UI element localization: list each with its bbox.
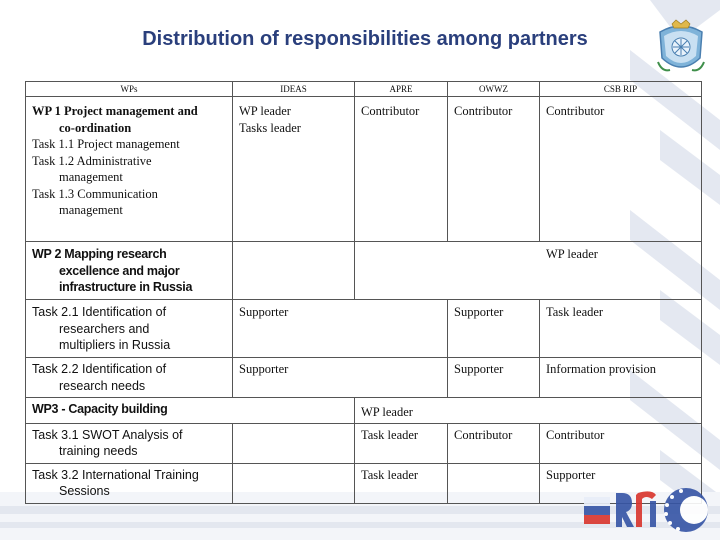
wp1-task-line: management: [59, 170, 123, 184]
task-3-2-ideas-cell: [233, 463, 355, 503]
wp3-merged-cell: [355, 398, 702, 424]
wp1-csb-cell: Contributor: [540, 97, 702, 242]
wp1-apre-cell: Contributor: [355, 97, 448, 242]
rfc-logo-icon: [582, 483, 712, 537]
table-row-wp2: [26, 242, 702, 300]
wp1-task-line: Task 1.1 Project management: [32, 137, 180, 151]
task-3-2-csb-cell: Supporter: [540, 463, 702, 503]
task-2-2-owwz-cell: Supporter: [448, 358, 540, 398]
column-header-csb-rip: CSB RIP: [540, 82, 702, 97]
wp2-title-line: infrastructure in Russia: [59, 280, 193, 294]
task-3-2-line: Task 3.2 International Training: [32, 467, 199, 482]
task-3-1-csb-cell: Contributor: [540, 423, 702, 463]
wp1-title-line: co-ordination: [59, 120, 132, 135]
task-2-2-csb-cell: Information provision: [540, 358, 702, 398]
task-2-2-ideas-cell: Supporter: [233, 358, 448, 398]
page-title: Distribution of responsibilities among partners: [142, 28, 588, 50]
table-row-task-2-1: [26, 300, 702, 358]
task-3-1-apre-cell: Task leader: [355, 423, 448, 463]
wp1-owwz-cell: Contributor: [448, 97, 540, 242]
wp2-name-cell: [26, 242, 233, 300]
task-3-2-owwz-cell: [448, 463, 540, 503]
task-2-1-line: multipliers in Russia: [59, 338, 171, 352]
task-2-1-line: researchers and: [59, 321, 150, 336]
task-3-2-line: Sessions: [59, 484, 110, 498]
wp1-task-line: Task 1.3 Communication: [32, 186, 158, 201]
wp1-ideas-cell: [233, 97, 355, 242]
task-3-1-owwz-cell: Contributor: [448, 423, 540, 463]
task-2-1-line: Task 2.1 Identification of: [32, 305, 167, 319]
wp3-name-cell: [26, 398, 355, 424]
task-2-2-line: Task 2.2 Identification of: [32, 362, 167, 376]
task-3-1-ideas-cell: [233, 423, 355, 463]
table-row-wp1: [26, 97, 702, 242]
task-2-2-name-cell: [26, 358, 233, 398]
wp1-ideas-role: Tasks leader: [239, 120, 301, 135]
coat-of-arms-icon: [654, 18, 708, 78]
task-2-1-ideas-cell: Supporter: [233, 300, 448, 358]
task-2-2-line: research needs: [59, 378, 146, 393]
task-3-2-apre-cell: Task leader: [355, 463, 448, 503]
task-3-2-name-cell: [26, 463, 233, 503]
wp3-role: WP leader: [361, 405, 413, 419]
wp1-title-line: WP 1 Project management and: [32, 104, 198, 118]
wp3-title: WP3 - Capacity building: [32, 402, 168, 416]
responsibilities-table: [25, 81, 702, 504]
wp2-ideas-cell: [233, 242, 355, 300]
table-row-task-3-1: [26, 423, 702, 463]
table-header-row: [26, 82, 702, 97]
column-header-apre: APRE: [355, 82, 448, 97]
table-row-task-2-2: [26, 358, 702, 398]
wp1-task-line: management: [59, 203, 123, 217]
task-2-1-csb-cell: Task leader: [540, 300, 702, 358]
task-2-1-name-cell: [26, 300, 233, 358]
wp1-task-line: Task 1.2 Administrative: [32, 153, 152, 168]
task-2-1-owwz-cell: Supporter: [448, 300, 540, 358]
task-3-1-line: Task 3.1 SWOT Analysis of: [32, 427, 183, 442]
task-3-1-name-cell: [26, 423, 233, 463]
wp1-name-cell: [26, 97, 233, 242]
wp2-title-line: excellence and major: [59, 263, 180, 278]
column-header-ideas: IDEAS: [233, 82, 355, 97]
column-header-wps: WPs: [26, 82, 233, 97]
wp2-role: WP leader: [546, 247, 598, 261]
wp1-ideas-role: WP leader: [239, 104, 291, 118]
wp2-title-line: WP 2 Mapping research: [32, 247, 167, 261]
wp2-merged-cell: [355, 242, 702, 300]
task-3-1-line: training needs: [59, 444, 138, 458]
table-row-wp3: [26, 398, 702, 424]
column-header-owwz: OWWZ: [448, 82, 540, 97]
